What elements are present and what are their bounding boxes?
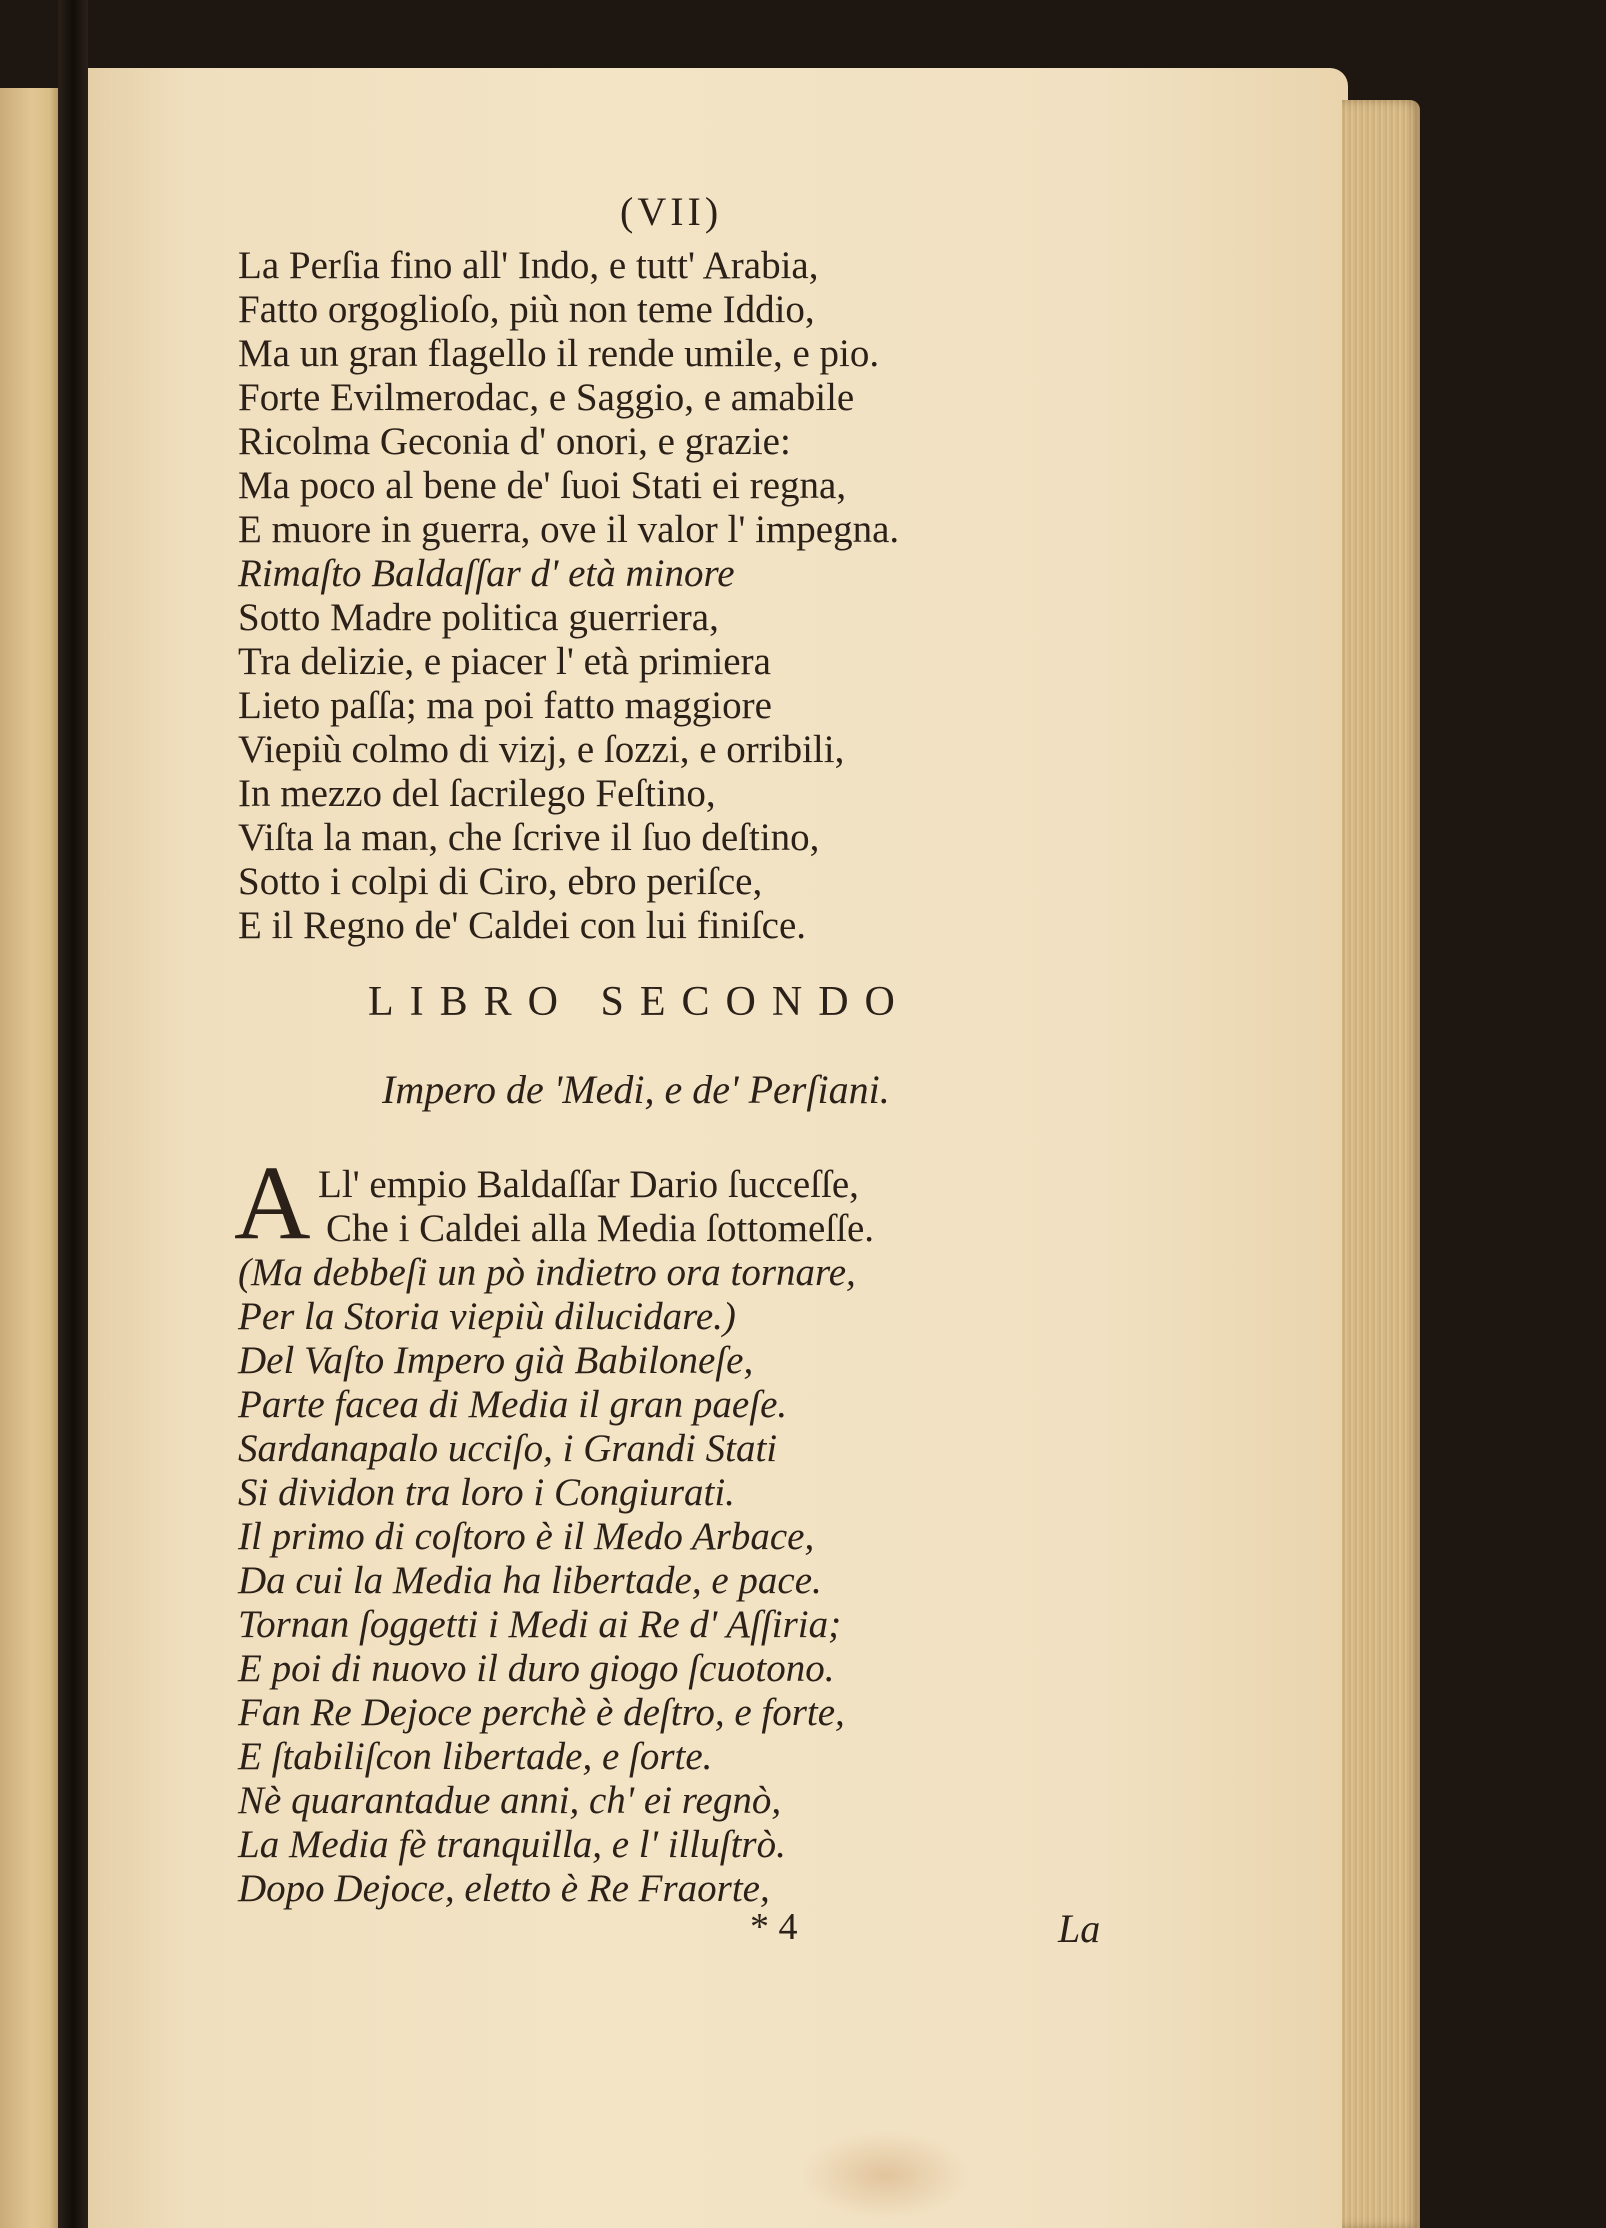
paper-stain [800, 2130, 970, 2220]
verse-line: Per la Storia viepiù dilucidare.) [238, 1295, 736, 1338]
verse-line: Viſta la man, che ſcrive il ſuo deſtino, [238, 816, 820, 859]
verse-line: Si dividon tra loro i Congiurati. [238, 1471, 735, 1514]
verse-line: Sotto i colpi di Ciro, ebro periſce, [238, 860, 763, 903]
verse-line: Dopo Dejoce, eletto è Re Fraorte, [238, 1867, 770, 1910]
verse-line: E muore in guerra, ove il valor l' impegna. [238, 508, 900, 551]
verse-line: In mezzo del ſacrilego Feſtino, [238, 772, 716, 815]
page-number: (VII) [620, 189, 723, 234]
verse-line: Fatto orgoglioſo, più non teme Iddio, [238, 288, 815, 331]
verse-line: Tornan ſoggetti i Medi ai Re d' Aſſiria; [238, 1603, 842, 1646]
verse-line: Nè quarantadue anni, ch' ei regnò, [238, 1779, 782, 1822]
verse-line: E poi di nuovo il duro giogo ſcuotono. [238, 1647, 835, 1690]
verse-line: Ma un gran flagello il rende umile, e pio. [238, 332, 880, 375]
section-title: LIBRO SECONDO [368, 979, 911, 1025]
verse-line: Che i Caldei alla Media ſottomeſſe. [326, 1207, 875, 1250]
verse-line: Ricolma Geconia d' onori, e grazie: [238, 420, 791, 463]
verse-line: Il primo di coſtoro è il Medo Arbace, [238, 1515, 815, 1558]
verse-line: Fan Re Dejoce perchè è deſtro, e forte, [238, 1691, 845, 1734]
verse-line: La Perſia fino all' Indo, e tutt' Arabia, [238, 244, 819, 287]
left-page-edge [0, 88, 58, 2228]
book-gutter [58, 0, 88, 2228]
verse-line: Forte Evilmerodac, e Saggio, e amabile [238, 376, 855, 419]
verse-line: Lieto paſſa; ma poi fatto maggiore [238, 684, 772, 727]
verse-line: Parte facea di Media il gran paeſe. [238, 1383, 788, 1426]
verse-line: Rimaſto Baldaſſar d' età minore [238, 552, 735, 595]
verse-line: Del Vaſto Impero già Babiloneſe, [238, 1339, 754, 1382]
verse-line: Ll' empio Baldaſſar Dario ſucceſſe, [318, 1163, 859, 1206]
verse-line: E ſtabiliſcon libertade, e ſorte. [238, 1735, 713, 1778]
section-subtitle: Impero de 'Medi, e de' Perſiani. [382, 1067, 890, 1112]
catchword: La [1058, 1906, 1101, 1951]
verse-line: Da cui la Media ha libertade, e pace. [238, 1559, 822, 1602]
verse-line: Sardanapalo ucciſo, i Grandi Stati [238, 1427, 778, 1470]
drop-cap: A [234, 1144, 311, 1261]
verse-line: Sotto Madre politica guerriera, [238, 596, 719, 639]
verse-line: E il Regno de' Caldei con lui finiſce. [238, 904, 807, 947]
signature-mark: * 4 [750, 1906, 798, 1948]
verse-line: Tra delizie, e piacer l' età primiera [238, 640, 771, 683]
verse-line: Ma poco al bene de' ſuoi Stati ei regna, [238, 464, 847, 507]
verse-line: (Ma debbeſi un pò indietro ora tornare, [238, 1251, 856, 1294]
verse-line: La Media fè tranquilla, e l' illuſtrò. [238, 1823, 786, 1866]
page-block-edge [1342, 100, 1420, 2228]
verse-line: Viepiù colmo di vizj, e ſozzi, e orribili, [238, 728, 845, 771]
